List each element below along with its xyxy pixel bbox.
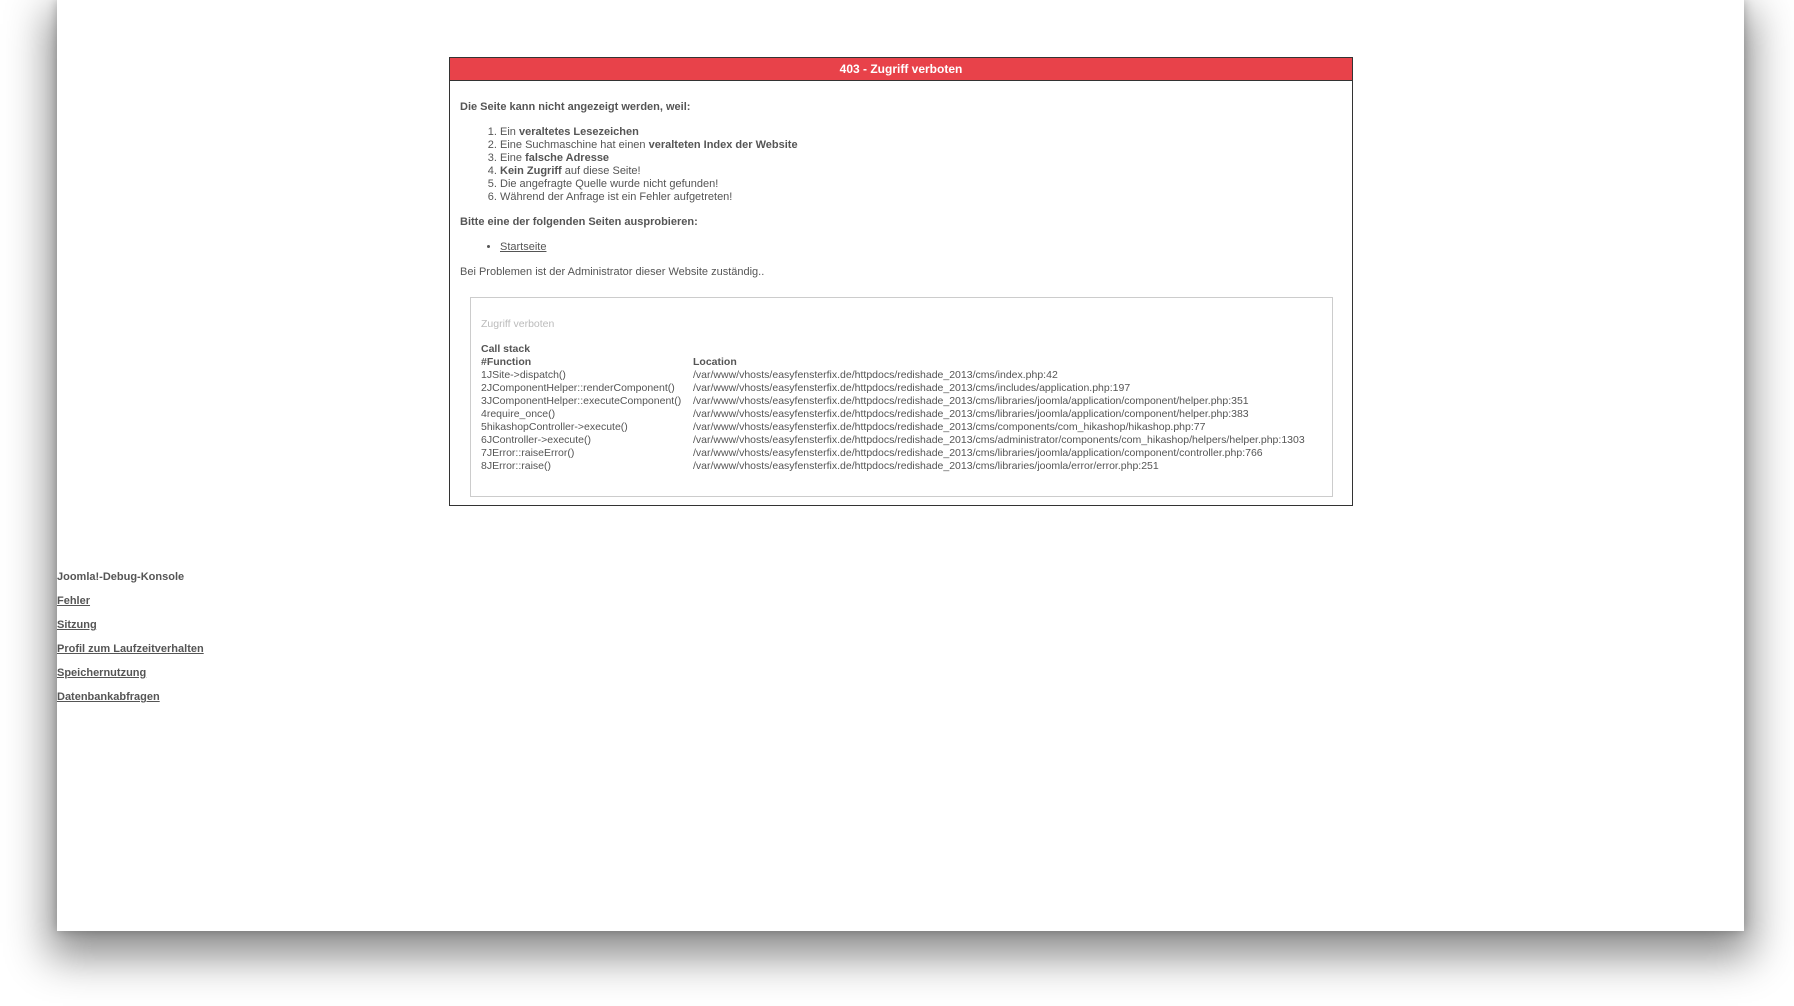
error-content	[450, 81, 1352, 507]
table-row: 7JError::raiseError() /var/www/vhosts/easyfensterfix.de/httpdocs/redishade_2013/cms/libraries/joomla/application/component/controller.php:766	[481, 447, 1263, 459]
reasons-list	[460, 126, 1342, 204]
column-header-location: Location	[693, 356, 737, 368]
error-title: 403 - Zugriff verboten	[450, 58, 1352, 81]
list-item: 2. Eine Suchmaschine hat einen veralteten Index der Website	[500, 139, 1342, 152]
debug-link-queries[interactable]: Datenbankabfragen	[57, 691, 160, 703]
trace-message: Zugriff verboten	[481, 318, 555, 330]
table-row: 5hikashopController->execute() /var/www/vhosts/easyfensterfix.de/httpdocs/redishade_2013/cms/components/com_hikashop/hikashop.php:77	[481, 421, 1206, 433]
stack-trace-panel	[470, 297, 1333, 497]
list-item: 6. Während der Anfrage ist ein Fehler aufgetreten!	[500, 191, 1342, 204]
call-stack-table	[481, 343, 1305, 473]
debug-link-profile[interactable]: Profil zum Laufzeitverhalten	[57, 643, 204, 655]
column-header-function: #Function	[481, 356, 532, 368]
debug-link-session[interactable]: Sitzung	[57, 619, 97, 631]
list-item: 1. Ein veraltetes Lesezeichen	[500, 126, 1342, 139]
debug-link-memory[interactable]: Speichernutzung	[57, 667, 147, 679]
table-row: 6JController->execute() /var/www/vhosts/easyfensterfix.de/httpdocs/redishade_2013/cms/administrator/components/com_hikashop/helpers/helper.php:1303	[481, 434, 1305, 446]
suggestions-list	[460, 241, 1342, 254]
admin-note: Bei Problemen ist der Administrator dieser Website zuständig..	[460, 266, 765, 278]
list-item: 4. Kein Zugriff auf diese Seite!	[500, 165, 1342, 178]
table-row: 1JSite->dispatch() /var/www/vhosts/easyfensterfix.de/httpdocs/redishade_2013/cms/index.php:42	[481, 369, 1058, 381]
table-row: 3JComponentHelper::executeComponent() /var/www/vhosts/easyfensterfix.de/httpdocs/redishade_2013/cms/libraries/joomla/application/component/helper.php:351	[481, 395, 1249, 407]
debug-console-title: Joomla!-Debug-Konsole	[57, 571, 185, 583]
call-stack-heading: Call stack	[481, 343, 531, 355]
error-intro: Die Seite kann nicht angezeigt werden, weil:	[460, 101, 691, 113]
try-heading: Bitte eine der folgenden Seiten ausprobieren:	[460, 216, 698, 228]
list-item: 5. Die angefragte Quelle wurde nicht gefunden!	[500, 178, 1342, 191]
debug-console	[57, 571, 204, 715]
table-row: 2JComponentHelper::renderComponent() /var/www/vhosts/easyfensterfix.de/httpdocs/redishade_2013/cms/includes/application.php:197	[481, 382, 1131, 394]
error-panel	[449, 57, 1353, 506]
debug-link-errors[interactable]: Fehler	[57, 595, 91, 607]
list-item: 3. Eine falsche Adresse	[500, 152, 1342, 165]
home-link[interactable]: Startseite	[500, 241, 547, 253]
list-item	[500, 241, 1342, 254]
browser-window	[57, 0, 1744, 931]
table-row: 4require_once() /var/www/vhosts/easyfensterfix.de/httpdocs/redishade_2013/cms/libraries/joomla/application/component/helper.php:383	[481, 408, 1249, 420]
table-row: 8JError::raise() /var/www/vhosts/easyfensterfix.de/httpdocs/redishade_2013/cms/libraries/joomla/error/error.php:251	[481, 460, 1159, 472]
